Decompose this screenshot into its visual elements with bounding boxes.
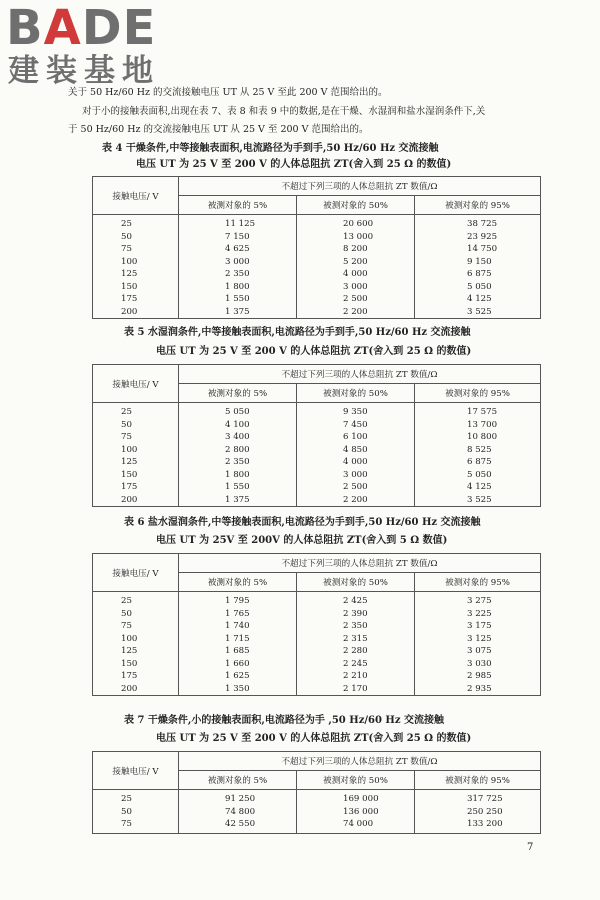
cell: 3 175 [467, 621, 492, 631]
table-7-caption-line-2: 电压 UT 为 25 V 至 200 V 的人体总阻抗 ZT(舍入到 25 Ω 的数值) [156, 733, 472, 744]
cell: 4 850 [343, 444, 368, 455]
cell: 1 375 [225, 494, 250, 505]
cell: 250 250 [467, 806, 503, 817]
cell: 1 685 [225, 646, 250, 656]
cell: 38 725 [467, 219, 498, 229]
cell: 4 125 [467, 294, 492, 304]
cell: 100 [121, 444, 138, 455]
cell: 1 375 [225, 306, 250, 317]
cell: 91 250 [225, 794, 256, 804]
cell: 1 795 [225, 596, 250, 606]
sub-header-5: 被测对象的 5% [179, 196, 297, 215]
paragraph-line: 关于 50 Hz/60 Hz 的交流接触电压 UT 从 25 V 至此 200 V 范围给出的。 [68, 87, 388, 98]
cell: 2 200 [343, 494, 368, 505]
cell: 5 050 [467, 469, 492, 480]
cell: 3 525 [467, 494, 492, 505]
cell: 4 000 [343, 457, 368, 467]
p95-column [415, 403, 541, 507]
cell: 17 575 [467, 407, 498, 417]
cell: 13 000 [343, 231, 374, 242]
cell: 74 800 [225, 806, 256, 817]
cell: 175 [121, 294, 138, 304]
sub-header-5: 被测对象的 5% [179, 384, 297, 403]
cell: 2 800 [225, 444, 250, 455]
table-6-caption-line-2: 电压 UT 为 25V 至 200V 的人体总阻抗 ZT(舍入到 5 Ω 数值) [156, 535, 448, 546]
cell: 125 [121, 269, 138, 279]
paragraph-line: 对于小的接触表面积,出现在表 7、表 8 和表 9 中的数据,是在干燥、水湿润和盐水湿润条件下,关 [82, 106, 486, 117]
sub-header-50: 被测对象的 50% [297, 573, 415, 592]
voltage-column [93, 215, 179, 319]
cell: 3 030 [467, 658, 492, 669]
p5-column [179, 403, 297, 507]
cell: 25 [121, 596, 132, 606]
voltage-header: 接触电压/ V [93, 554, 179, 592]
cell: 133 200 [467, 819, 503, 829]
cell: 5 200 [343, 256, 368, 267]
cell: 175 [121, 482, 138, 492]
group-header: 不超过下列三项的人体总阻抗 ZT 数值/Ω [179, 554, 541, 573]
bade-logo [6, 2, 196, 92]
table-6-caption-line-1: 表 6 盐水湿润条件,中等接触表面积,电流路径为手到手,50 Hz/60 Hz 交流接触 [124, 517, 481, 528]
cell: 1 740 [225, 621, 250, 631]
cell: 2 500 [343, 482, 368, 492]
cell: 169 000 [343, 794, 379, 804]
cell: 8 525 [467, 444, 492, 455]
cell: 75 [121, 244, 132, 254]
sub-header-95: 被测对象的 95% [415, 573, 541, 592]
sub-header-95: 被测对象的 95% [415, 384, 541, 403]
cell: 42 550 [225, 819, 256, 829]
cell: 7 150 [225, 231, 250, 242]
cell: 3 075 [467, 646, 492, 656]
voltage-column [93, 790, 179, 834]
voltage-header: 接触电压/ V [93, 752, 179, 790]
cell: 150 [121, 658, 138, 669]
p50-column [297, 592, 415, 696]
cell: 50 [121, 806, 132, 817]
cell: 75 [121, 621, 132, 631]
paragraph-line: 于 50 Hz/60 Hz 的交流接触电压 UT 从 25 V 至 200 V 范围给出的。 [68, 124, 369, 135]
cell: 1 550 [225, 294, 250, 304]
cell: 2 500 [343, 294, 368, 304]
cell: 1 625 [225, 671, 250, 681]
cell: 3 275 [467, 596, 492, 606]
table-6 [92, 553, 541, 696]
cell: 2 245 [343, 658, 368, 669]
cell: 1 765 [225, 608, 250, 619]
group-header: 不超过下列三项的人体总阻抗 ZT 数值/Ω [179, 752, 541, 771]
cell: 7 450 [343, 419, 368, 430]
table-4 [92, 176, 541, 319]
cell: 1 715 [225, 633, 250, 644]
p5-column [179, 592, 297, 696]
cell: 2 350 [225, 269, 250, 279]
cell: 150 [121, 469, 138, 480]
p50-column [297, 403, 415, 507]
voltage-column [93, 403, 179, 507]
cell: 4 125 [467, 482, 492, 492]
cell: 2 425 [343, 596, 368, 606]
cell: 136 000 [343, 806, 379, 817]
cell: 20 600 [343, 219, 374, 229]
p5-column [179, 790, 297, 834]
cell: 23 925 [467, 231, 498, 242]
cell: 5 050 [467, 281, 492, 292]
cell: 2 170 [343, 683, 368, 694]
cell: 3 525 [467, 306, 492, 317]
cell: 200 [121, 306, 138, 317]
cell: 3 000 [343, 281, 368, 292]
cell: 50 [121, 608, 132, 619]
cell: 2 350 [225, 457, 250, 467]
p50-column [297, 215, 415, 319]
group-header: 不超过下列三项的人体总阻抗 ZT 数值/Ω [179, 177, 541, 196]
cell: 2 315 [343, 633, 368, 644]
cell: 1 800 [225, 281, 250, 292]
sub-header-5: 被测对象的 5% [179, 573, 297, 592]
table-5-caption-line-1: 表 5 水湿润条件,中等接触表面积,电流路径为手到手,50 Hz/60 Hz 交流接触 [124, 327, 471, 338]
cell: 1 660 [225, 658, 250, 669]
cell: 2 350 [343, 621, 368, 631]
cell: 200 [121, 494, 138, 505]
sub-header-5: 被测对象的 5% [179, 771, 297, 790]
cell: 1 550 [225, 482, 250, 492]
cell: 74 000 [343, 819, 374, 829]
cell: 2 280 [343, 646, 368, 656]
cell: 2 390 [343, 608, 368, 619]
table-7-caption-line-1: 表 7 干燥条件,小的接触表面积,电流路径为手 ,50 Hz/60 Hz 交流接触 [124, 715, 445, 726]
cell: 3 125 [467, 633, 492, 644]
sub-header-50: 被测对象的 50% [297, 196, 415, 215]
cell: 9 150 [467, 256, 492, 267]
cell: 2 210 [343, 671, 368, 681]
p95-column [415, 790, 541, 834]
cell: 6 875 [467, 457, 492, 467]
cell: 6 100 [343, 432, 368, 442]
sub-header-95: 被测对象的 95% [415, 771, 541, 790]
table-5-caption-line-2: 电压 UT 为 25 V 至 200 V 的人体总阻抗 ZT(舍入到 25 Ω 的数值) [156, 346, 472, 357]
cell: 1 800 [225, 469, 250, 480]
cell: 25 [121, 219, 132, 229]
sub-header-95: 被测对象的 95% [415, 196, 541, 215]
cell: 25 [121, 794, 132, 804]
p50-column [297, 790, 415, 834]
cell: 8 200 [343, 244, 368, 254]
cell: 3 000 [343, 469, 368, 480]
p95-column [415, 215, 541, 319]
cell: 3 225 [467, 608, 492, 619]
cell: 25 [121, 407, 132, 417]
group-header: 不超过下列三项的人体总阻抗 ZT 数值/Ω [179, 365, 541, 384]
cell: 175 [121, 671, 138, 681]
cell: 4 000 [343, 269, 368, 279]
cell: 125 [121, 457, 138, 467]
cell: 2 935 [467, 683, 492, 694]
cell: 2 985 [467, 671, 492, 681]
cell: 1 350 [225, 683, 250, 694]
cell: 4 625 [225, 244, 250, 254]
cell: 75 [121, 819, 132, 829]
cell: 125 [121, 646, 138, 656]
logo-chinese-text: 建装基地 [8, 53, 160, 89]
cell: 75 [121, 432, 132, 442]
table-7 [92, 751, 541, 834]
cell: 100 [121, 633, 138, 644]
p5-column [179, 215, 297, 319]
cell: 200 [121, 683, 138, 694]
sub-header-50: 被测对象的 50% [297, 771, 415, 790]
table-5 [92, 364, 541, 507]
table-4-caption-line-1: 表 4 干燥条件,中等接触表面积,电流路径为手到手,50 Hz/60 Hz 交流接触 [102, 143, 439, 154]
cell: 6 875 [467, 269, 492, 279]
cell: 9 350 [343, 407, 368, 417]
logo-text: BADE [6, 0, 157, 56]
cell: 100 [121, 256, 138, 267]
p95-column [415, 592, 541, 696]
sub-header-50: 被测对象的 50% [297, 384, 415, 403]
cell: 13 700 [467, 419, 498, 430]
voltage-column [93, 592, 179, 696]
cell: 5 050 [225, 407, 250, 417]
cell: 2 200 [343, 306, 368, 317]
cell: 14 750 [467, 244, 498, 254]
cell: 150 [121, 281, 138, 292]
cell: 3 000 [225, 256, 250, 267]
cell: 10 800 [467, 432, 498, 442]
table-4-caption-line-2: 电压 UT 为 25 V 至 200 V 的人体总阻抗 ZT(舍入到 25 Ω 的数值) [136, 159, 452, 170]
cell: 317 725 [467, 794, 503, 804]
cell: 50 [121, 231, 132, 242]
page-number: 7 [527, 842, 534, 853]
cell: 3 400 [225, 432, 250, 442]
cell: 50 [121, 419, 132, 430]
cell: 11 125 [225, 219, 256, 229]
voltage-header: 接触电压/ V [93, 177, 179, 215]
voltage-header: 接触电压/ V [93, 365, 179, 403]
cell: 4 100 [225, 419, 250, 430]
